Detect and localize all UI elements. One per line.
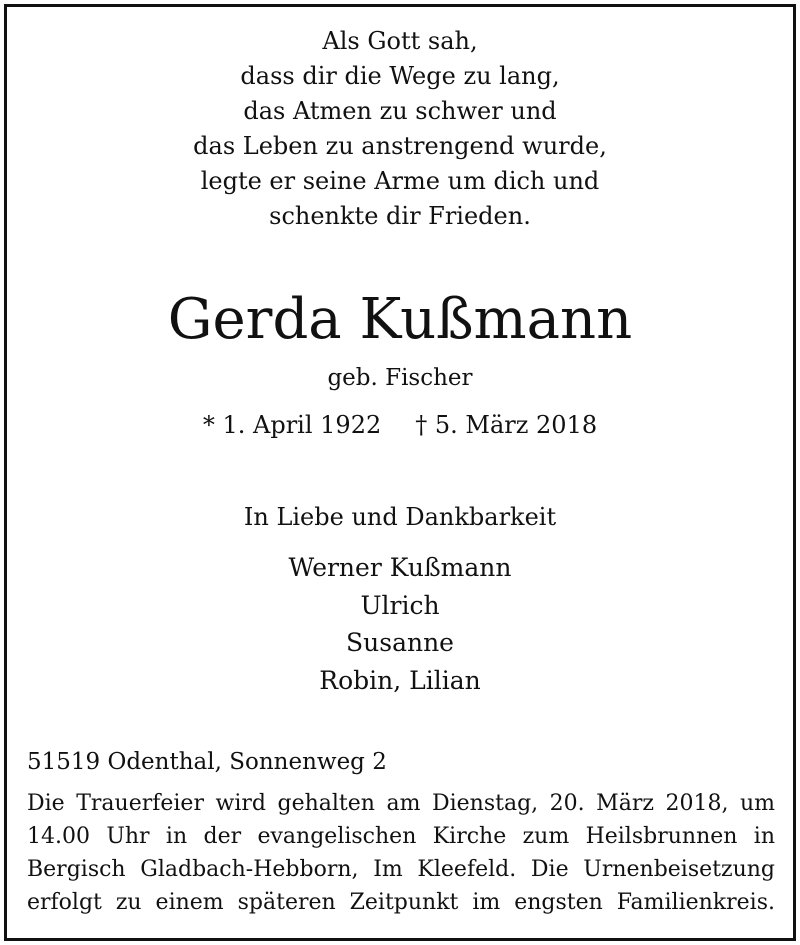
mourner-name: Susanne [346, 628, 454, 657]
birth-date: * 1. April 1922 [202, 411, 382, 439]
mourner-name: Ulrich [360, 590, 440, 620]
poem-line: Als Gott sah, [322, 27, 478, 55]
dedication-line: In Liebe und Dankbarkeit [243, 503, 557, 531]
mourner-address: 51519 Odenthal, Sonnenweg 2 [27, 749, 387, 775]
poem-line: dass dir die Wege zu lang, [240, 62, 560, 90]
poem-line: das Leben zu anstrengend wurde, [193, 132, 607, 160]
maiden-name: geb. Fischer [327, 365, 473, 391]
life-dates [0, 408, 800, 442]
notice-line: 14.00 Uhr in der evangelischen Kirche zum Heilsbrunnen in [27, 824, 775, 849]
death-date: † 5. März 2018 [415, 411, 598, 439]
poem-line: legte er seine Arme um dich und [200, 167, 600, 195]
notice-line: erfolgt zu einem späteren Zeitpunkt im engsten Familienkreis. [27, 890, 775, 915]
mourner-name: Robin, Lilian [319, 665, 481, 695]
deceased-name: Gerda Kußmann [167, 287, 633, 352]
notice-line: Bergisch Gladbach-Hebborn, Im Kleefeld. Die Urnenbeisetzung [27, 857, 775, 882]
mourners-list [0, 549, 800, 699]
notice-line: Die Trauerfeier wird gehalten am Dienstag, 20. März 2018, um [27, 791, 775, 816]
mourner-name: Werner Kußmann [288, 553, 512, 582]
memorial-poem [0, 24, 800, 234]
poem-line: schenkte dir Frieden. [269, 202, 531, 230]
poem-line: das Atmen zu schwer und [243, 97, 557, 125]
funeral-notice [27, 787, 775, 919]
